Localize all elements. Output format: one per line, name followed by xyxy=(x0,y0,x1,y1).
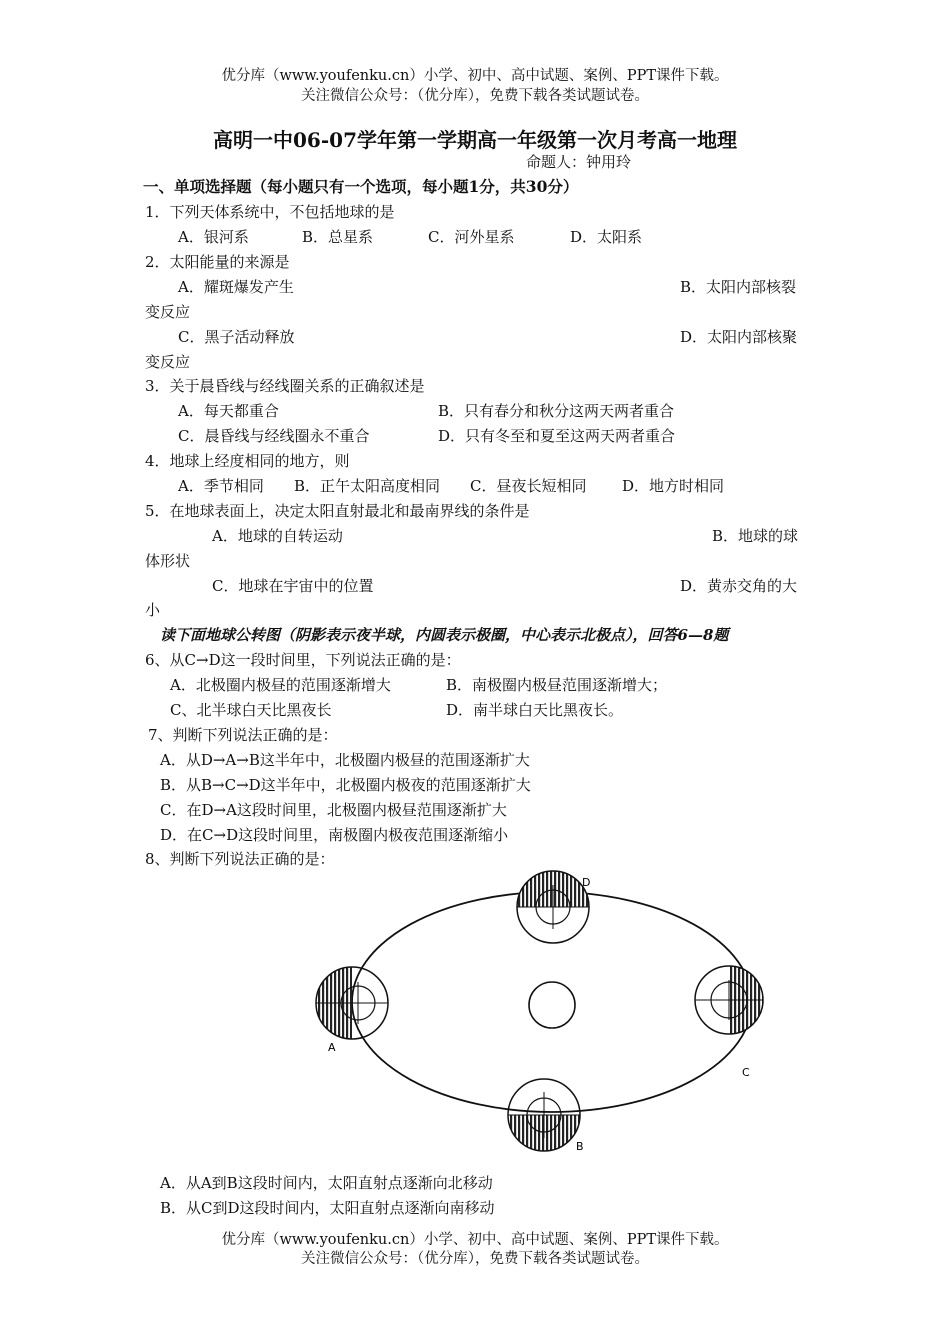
q2-option-d: D．太阳内部核聚 xyxy=(680,328,798,346)
header-line-1: 优分库（www.youfenku.cn）小学、初中、高中试题、案例、PPT课件下载。 xyxy=(221,68,729,84)
q5-stem: 5．在地球表面上，决定太阳直射最北和最南界线的条件是 xyxy=(145,502,530,520)
q4-option-d: D．地方时相同 xyxy=(622,477,725,495)
q5-option-b-cont: 体形状 xyxy=(145,552,191,570)
q4-option-b: B．正午太阳高度相同 xyxy=(294,477,441,495)
q3-option-c: C．晨昏线与经线圈永不重合 xyxy=(178,427,370,445)
q5-option-a: A．地球的自转运动 xyxy=(212,527,343,545)
q1-option-b: B．总星系 xyxy=(302,228,374,246)
q8-option-b: B．从C到D这段时间内，太阳直射点逐渐向南移动 xyxy=(160,1199,495,1217)
q6-option-a: A．北极圈内极昼的范围逐渐增大 xyxy=(170,676,391,694)
q6-option-b: B．南极圈内极昼范围逐渐增大； xyxy=(446,676,668,694)
orbit-ellipse xyxy=(352,892,752,1112)
q7-option-d: D．在C→D这段时间里，南极圈内极夜范围逐渐缩小 xyxy=(160,826,509,844)
q8-stem: 8、判断下列说法正确的是： xyxy=(145,850,335,868)
q3-option-a: A．每天都重合 xyxy=(178,402,279,420)
diagram-instruction: 读下面地球公转图（阴影表示夜半球，内圆表示极圈，中心表示北极点），回答6—8题 xyxy=(160,626,729,644)
q1-stem: 1．下列天体系统中，不包括地球的是 xyxy=(145,203,395,221)
earth-c xyxy=(695,966,763,1034)
q4-option-a: A．季节相同 xyxy=(178,477,264,495)
earth-b xyxy=(508,1079,580,1151)
earth-a xyxy=(316,967,388,1039)
label-d: D xyxy=(582,876,591,889)
header-line-2: 关注微信公众号：（优分库），免费下载各类试题试卷。 xyxy=(301,88,649,104)
q6-option-c: C、北半球白天比黑夜长 xyxy=(170,701,332,719)
q2-option-a: A．耀斑爆发产生 xyxy=(178,278,294,296)
label-a: A xyxy=(328,1041,336,1054)
q7-option-b: B．从B→C→D这半年中，北极圈内极夜的范围逐渐扩大 xyxy=(160,776,531,794)
earth-d xyxy=(517,871,589,943)
q1-option-d: D．太阳系 xyxy=(570,228,643,246)
section-1-heading: 一、单项选择题（每小题只有一个选项，每小题1分，共30分） xyxy=(143,177,579,196)
earth-revolution-diagram xyxy=(310,870,790,1160)
q3-option-d: D．只有冬至和夏至这两天两者重合 xyxy=(438,427,676,445)
q7-option-c: C．在D→A这段时间里，北极圈内极昼范围逐渐扩大 xyxy=(160,801,507,819)
q8-option-a: A．从A到B这段时间内，太阳直射点逐渐向北移动 xyxy=(160,1174,493,1192)
q4-option-c: C．昼夜长短相同 xyxy=(470,477,587,495)
q7-option-a: A．从D→A→B这半年中，北极圈内极昼的范围逐渐扩大 xyxy=(160,751,530,769)
label-b: B xyxy=(576,1140,584,1153)
label-c: C xyxy=(742,1066,750,1079)
q6-stem: 6、从C→D这一段时间里，下列说法正确的是： xyxy=(145,651,461,669)
q2-stem: 2．太阳能量的来源是 xyxy=(145,253,290,271)
q2-option-b-cont: 变反应 xyxy=(145,303,191,321)
q5-option-b: B．地球的球 xyxy=(712,527,799,545)
q4-stem: 4．地球上经度相同的地方，则 xyxy=(145,452,350,470)
q2-option-d-cont: 变反应 xyxy=(145,353,191,371)
footer-line-1: 优分库（www.youfenku.cn）小学、初中、高中试题、案例、PPT课件下载。 xyxy=(221,1232,729,1248)
exam-author: 命题人：钟用玲 xyxy=(526,153,632,171)
q3-stem: 3．关于晨昏线与经线圈关系的正确叙述是 xyxy=(145,377,425,395)
q7-stem: 7、判断下列说法正确的是： xyxy=(148,726,338,744)
q6-option-d: D．南半球白天比黑夜长。 xyxy=(446,701,624,719)
q2-option-b: B．太阳内部核裂 xyxy=(680,278,797,296)
sun-circle xyxy=(529,982,575,1028)
q3-option-b: B．只有春分和秋分这两天两者重合 xyxy=(438,402,675,420)
q1-option-c: C．河外星系 xyxy=(428,228,515,246)
footer-line-2: 关注微信公众号：（优分库），免费下载各类试题试卷。 xyxy=(301,1251,649,1267)
exam-title: 高明一中06-07学年第一学期高一年级第一次月考高一地理 xyxy=(213,128,737,152)
q5-option-d-cont: 小 xyxy=(145,601,161,619)
q2-option-c: C．黑子活动释放 xyxy=(178,328,295,346)
q5-option-c: C．地球在宇宙中的位置 xyxy=(212,577,374,595)
q1-option-a: A．银河系 xyxy=(178,228,249,246)
q5-option-d: D．黄赤交角的大 xyxy=(680,577,798,595)
